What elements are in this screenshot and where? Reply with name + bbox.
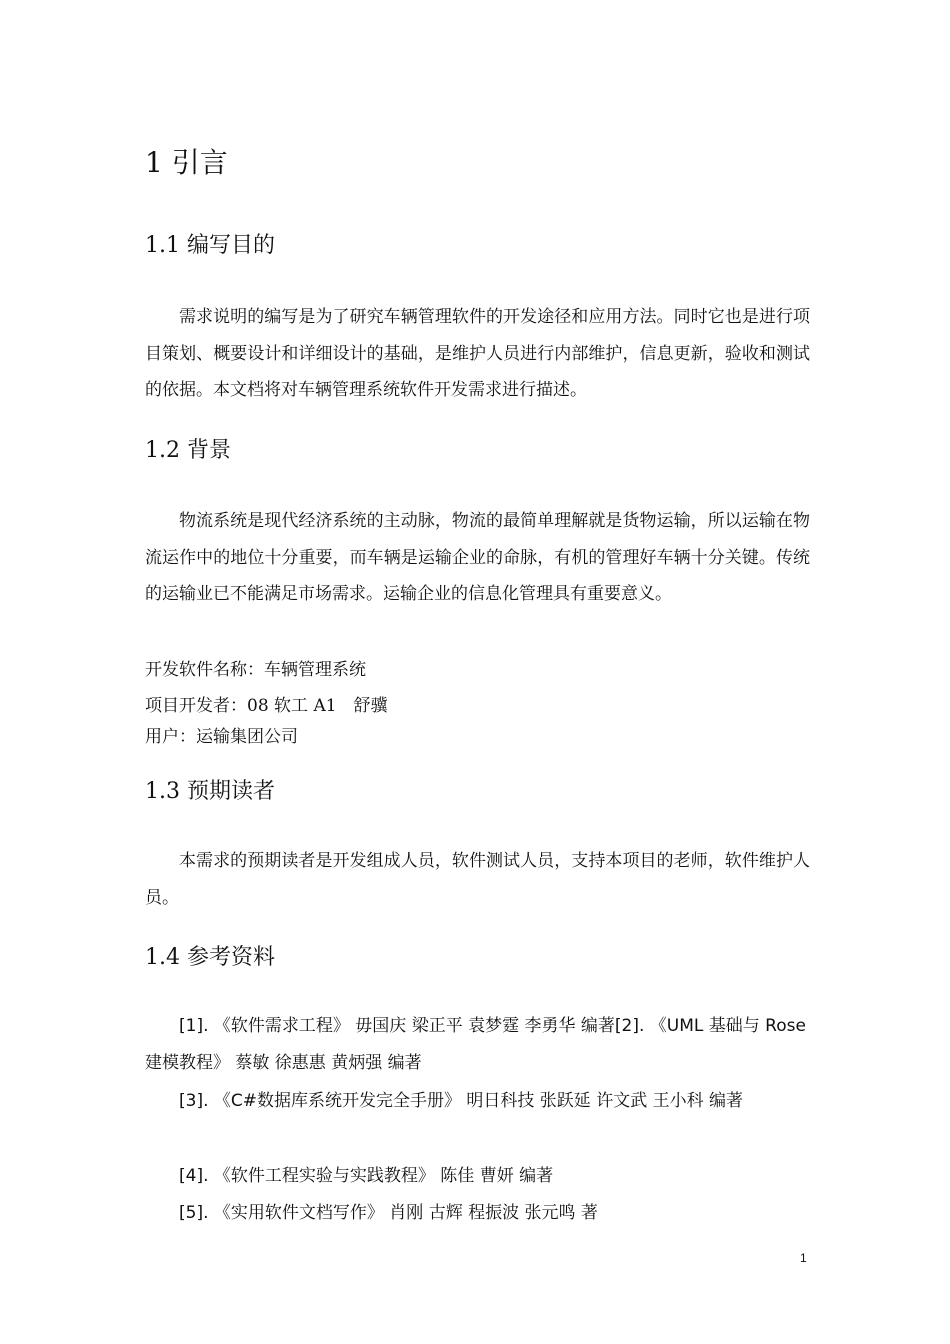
user-line: 用户：运输集团公司 <box>145 727 298 747</box>
section-heading-purpose: 1.1 编写目的 <box>145 233 275 258</box>
section-heading-introduction: 1 引言 <box>145 146 228 179</box>
paragraph-readers: 本需求的预期读者是开发组成人员，软件测试人员，支持本项目的老师，软件维护人员。 <box>145 851 810 908</box>
developer-line: 项目开发者：08 软工 A1 舒骥 <box>145 696 388 716</box>
software-name-line: 开发软件名称：车辆管理系统 <box>145 660 366 680</box>
section-heading-background: 1.2 背景 <box>145 438 231 463</box>
section-heading-references: 1.4 参考资料 <box>145 945 275 970</box>
page-number: 1 <box>800 1251 807 1265</box>
reference-item: [3]. 《C#数据库系统开发完全手册》 明日科技 张跃延 许文武 王小科 编著 <box>179 1091 744 1111</box>
section-heading-readers: 1.3 预期读者 <box>145 779 275 804</box>
reference-item: [4]. 《软件工程实验与实践教程》 陈佳 曹妍 编著 <box>179 1166 554 1186</box>
paragraph-purpose: 需求说明的编写是为了研究车辆管理软件的开发途径和应用方法。同时它也是进行项目策划、概要设计和详细设计的基础，是维护人员进行内部维护，信息更新，验收和测试的依据。本文档将对车辆管理系统软件开发需求进行描述。 <box>145 307 810 400</box>
paragraph-background: 物流系统是现代经济系统的主动脉，物流的最简单理解就是货物运输，所以运输在物流运作中的地位十分重要，而车辆是运输企业的命脉，有机的管理好车辆十分关键。传统的运输业已不能满足市场需求。运输企业的信息化管理具有重要意义。 <box>145 511 810 604</box>
reference-item: [5]. 《实用软件文档写作》 肖刚 古辉 程振波 张元鸣 著 <box>179 1203 598 1223</box>
reference-item: [1]. 《软件需求工程》 毋国庆 梁正平 袁梦霆 李勇华 编著[2]. 《UML 基础与 Rose 建模教程》 蔡敏 徐惠惠 黄炳强 编著 <box>145 1016 806 1073</box>
